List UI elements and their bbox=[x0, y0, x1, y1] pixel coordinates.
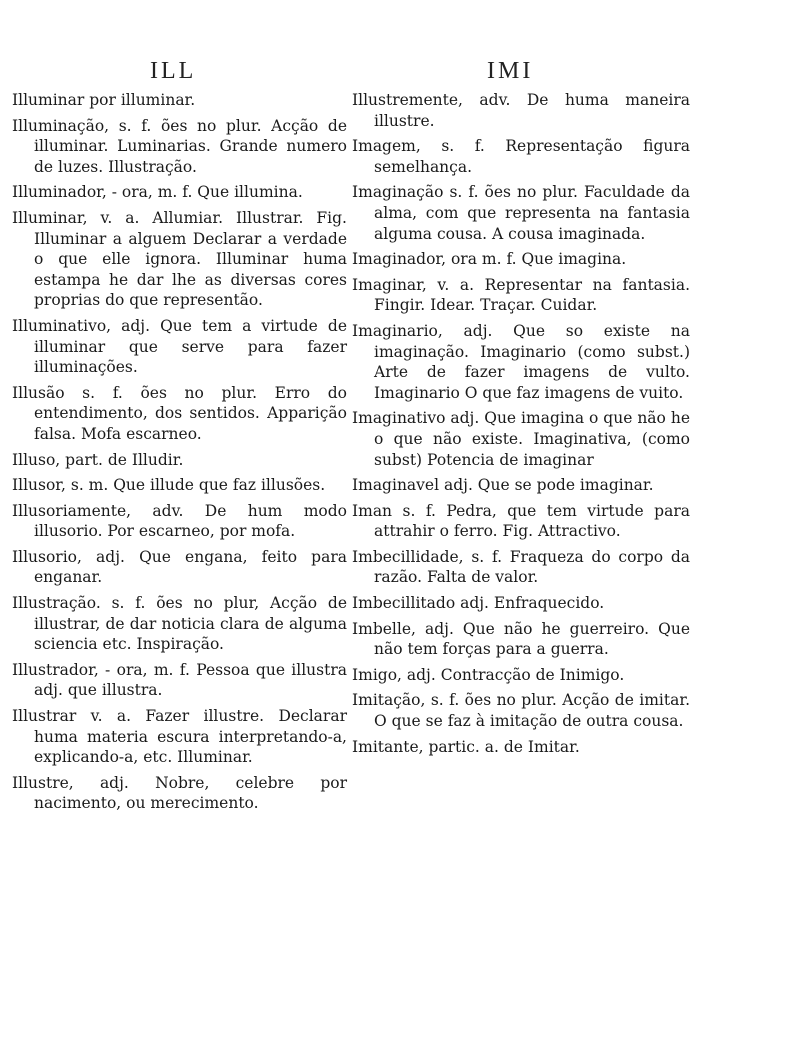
dictionary-entry: Illustrador, - ora, m. f. Pessoa que illustra adj. que illustra. bbox=[12, 660, 347, 700]
dictionary-entry: Illusor, s. m. Que illude que faz illusões. bbox=[12, 476, 326, 495]
dictionary-entry: Imagem, s. f. Representação figura semelhança. bbox=[352, 137, 690, 176]
dictionary-entry: Illuminar por illuminar. bbox=[12, 91, 196, 109]
dictionary-entry: Imaginação s. f. ões no plur. Faculdade da alma, com que representa na fantasia alguma cousa. A cousa imaginada. bbox=[352, 183, 690, 243]
dictionary-entry: Imaginativo adj. Que imagina o que não he o que não existe. Imaginativa, (como subst) Potencia de imaginar bbox=[352, 409, 690, 469]
dictionary-entry: Imitação, s. f. ões no plur. Acção de imitar. O que se faz à imitação de outra cousa. bbox=[352, 691, 690, 731]
dictionary-entry: Illustremente, adv. De huma maneira illustre. bbox=[352, 91, 690, 130]
dictionary-entry: Illusoriamente, adv. De hum modo illusorio. Por escarneo, por mofa. bbox=[12, 501, 347, 541]
dictionary-entry: Iman s. f. Pedra, que tem virtude para attrahir o ferro. Fig. Attractivo. bbox=[352, 501, 690, 541]
dictionary-entry: Illustração. s. f. ões no plur, Acção de illustrar, de dar noticia clara de alguma sciencia etc. Inspiração. bbox=[12, 594, 347, 654]
dictionary-entry: Illusão s. f. ões no plur. Erro do entendimento, dos sentidos. Apparição falsa. Mofa escarneo. bbox=[12, 383, 347, 443]
dictionary-entry: Illuminativo, adj. Que tem a virtude de illuminar que serve para fazer illuminações. bbox=[12, 316, 347, 377]
dictionary-entry: Illustrar v. a. Fazer illustre. Declarar huma materia escura interpretando-a, explicando-a, etc. Illuminar. bbox=[12, 707, 347, 767]
dictionary-entry: Imitante, partic. a. de Imitar. bbox=[352, 737, 580, 756]
dictionary-entry: Imaginario, adj. Que so existe na imaginação. Imaginario (como subst.) Arte de fazer imagens de vulto. Imaginario O que faz imagens de vuito. bbox=[352, 321, 690, 402]
dictionary-entry: Imaginador, ora m. f. Que imagina. bbox=[352, 250, 627, 269]
dictionary-entry: Imaginar, v. a. Representar na fantasia. Fingir. Idear. Traçar. Cuidar. bbox=[352, 275, 690, 315]
dictionary-entry: Imigo, adj. Contracção de Inimigo. bbox=[352, 665, 625, 684]
dictionary-entry: Imbecillidade, s. f. Fraqueza do corpo da razão. Falta de valor. bbox=[352, 547, 690, 587]
dictionary-entry: Illuminador, - ora, m. f. Que illumina. bbox=[12, 183, 303, 202]
dictionary-entry: Imaginavel adj. Que se pode imaginar. bbox=[352, 476, 654, 495]
dictionary-entry: Imbecillitado adj. Enfraquecido. bbox=[352, 594, 605, 613]
dictionary-entry: Illuminação, s. f. ões no plur. Acção de illuminar. Luminarias. Grande numero de luzes. Illustração. bbox=[12, 116, 347, 176]
left-column bbox=[12, 90, 347, 819]
dictionary-entry: Illuminar, v. a. Allumiar. Illustrar. Fig. Illuminar a alguem Declarar a verdade o que elle ignora. Illuminar huma estampa he dar lhe as diversas cores proprias do que representão. bbox=[12, 208, 347, 310]
right-column-header: IMI bbox=[487, 58, 534, 84]
dictionary-entry: Illuso, part. de Illudir. bbox=[12, 450, 184, 469]
dictionary-entry: Illustre, adj. Nobre, celebre por nacimento, ou merecimento. bbox=[12, 773, 347, 813]
right-column bbox=[352, 90, 690, 762]
dictionary-entry: Illusorio, adj. Que engana, feito para enganar. bbox=[12, 547, 347, 587]
dictionary-entry: Imbelle, adj. Que não he guerreiro. Que não tem forças para a guerra. bbox=[352, 619, 690, 659]
left-column-header: ILL bbox=[150, 58, 197, 84]
